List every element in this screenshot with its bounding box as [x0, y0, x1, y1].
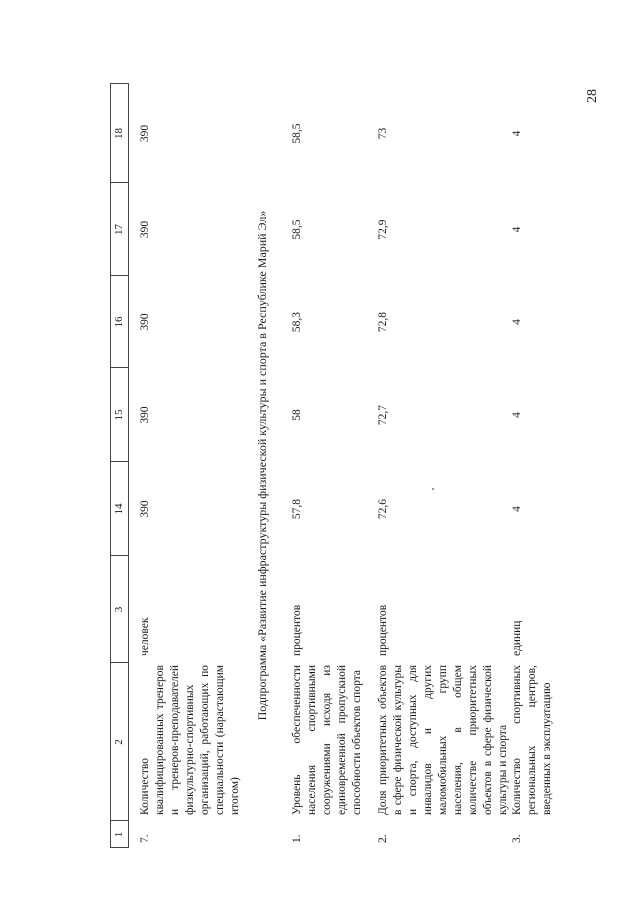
column-header: 2: [113, 739, 125, 745]
indicator-name: Уровень обеспеченности населения спортивными сооружениями исходя из единовременной пропускной способности объектов спорта: [291, 665, 363, 815]
row-number: 3.: [511, 834, 523, 843]
value-18: 58,5: [291, 123, 303, 144]
unit: процентов: [291, 604, 303, 656]
value-15: 72,7: [377, 404, 389, 426]
value-17: 58,5: [291, 219, 303, 240]
unit: человек: [139, 617, 151, 656]
page-number: 28: [585, 89, 600, 103]
header-bottom-rule: [128, 83, 129, 848]
value-16: 4: [511, 319, 523, 325]
value-18: 4: [511, 130, 523, 137]
indicator-table: [110, 83, 553, 848]
column-header: 1: [113, 831, 125, 838]
indicator-name: Доля приоритетных объектов в сфере физической культуры и спорта, доступных для инвалидов и других маломобильных групп населения, в общем количестве приоритетных объектов в сфере физической культуры и спорта: [377, 665, 509, 815]
unit: процентов: [377, 604, 389, 656]
column-header: 14: [113, 503, 125, 515]
column-header: 15: [113, 409, 125, 421]
value-17: 4: [511, 226, 523, 233]
value-16: 72,8: [377, 311, 389, 333]
scan-speck: [432, 488, 434, 490]
value-17: 72,9: [377, 219, 389, 240]
value-18: 73: [377, 127, 389, 140]
column-header: 17: [113, 224, 125, 235]
subprogram-title: Подпрограмма «Развитие инфраструктуры физической культуры и спорта в Республике Марий Эл»: [255, 210, 269, 721]
row-number: 7.: [139, 834, 151, 843]
value-14: 72,6: [377, 498, 389, 520]
value-14: 4: [511, 506, 523, 512]
value-15: 390: [139, 406, 151, 424]
value-17: 390: [139, 220, 151, 239]
value-15: 58: [291, 409, 303, 421]
column-header: 18: [113, 128, 125, 139]
column-header: 16: [113, 316, 125, 328]
column-header: 3: [113, 606, 125, 613]
value-18: 390: [139, 124, 151, 143]
value-14: 57,8: [291, 498, 303, 520]
row-number: 1.: [291, 834, 303, 843]
value-15: 4: [511, 412, 523, 418]
value-16: 58,3: [291, 311, 303, 333]
value-14: 390: [139, 500, 151, 518]
indicator-name: Количество спортивных региональных центров, введенных в эксплуатацию: [511, 665, 553, 815]
indicator-name: Количество квалифицированных тренеров и тренеров-преподавателей физкультурно-спортивных организаций, работающих по специальности (нарастающим итогом): [139, 665, 241, 815]
value-16: 390: [139, 313, 151, 331]
row-number: 2.: [377, 834, 389, 843]
unit: единиц: [511, 620, 523, 656]
